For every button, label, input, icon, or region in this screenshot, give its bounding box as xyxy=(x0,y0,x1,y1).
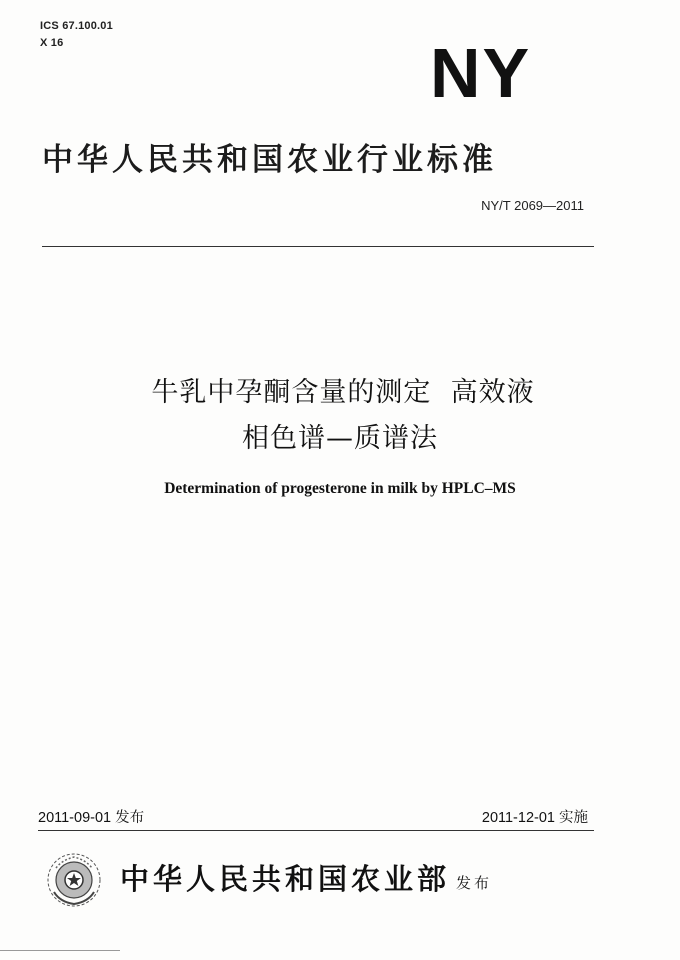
ics-code: ICS 67.100.01 xyxy=(40,20,113,32)
ccs-code: X 16 xyxy=(40,37,64,49)
document-title-line-1: 牛乳中孕酮含量的测定 高效液 xyxy=(151,377,535,408)
footer-divider xyxy=(38,830,594,831)
header-divider xyxy=(42,246,594,247)
ny-logo: NY xyxy=(430,34,532,112)
scan-edge-mark xyxy=(0,950,120,951)
standard-category-title: 中华人民共和国农业行业标准 xyxy=(42,142,497,178)
implementation-date: 2011-12-01 实施 xyxy=(481,810,588,826)
document-title-line-2: 相色谱—质谱法 xyxy=(242,423,438,454)
publisher-name: 中华人民共和国农业部 xyxy=(120,862,451,896)
document-title-english: Determination of progesterone in milk by HPLC–MS xyxy=(164,480,516,497)
publish-label: 发布 xyxy=(456,874,493,892)
document-title-chinese xyxy=(0,370,680,462)
issue-date: 2011-09-01 发布 xyxy=(38,810,145,826)
national-emblem-icon xyxy=(46,852,102,908)
standard-number: NY/T 2069—2011 xyxy=(481,198,584,213)
